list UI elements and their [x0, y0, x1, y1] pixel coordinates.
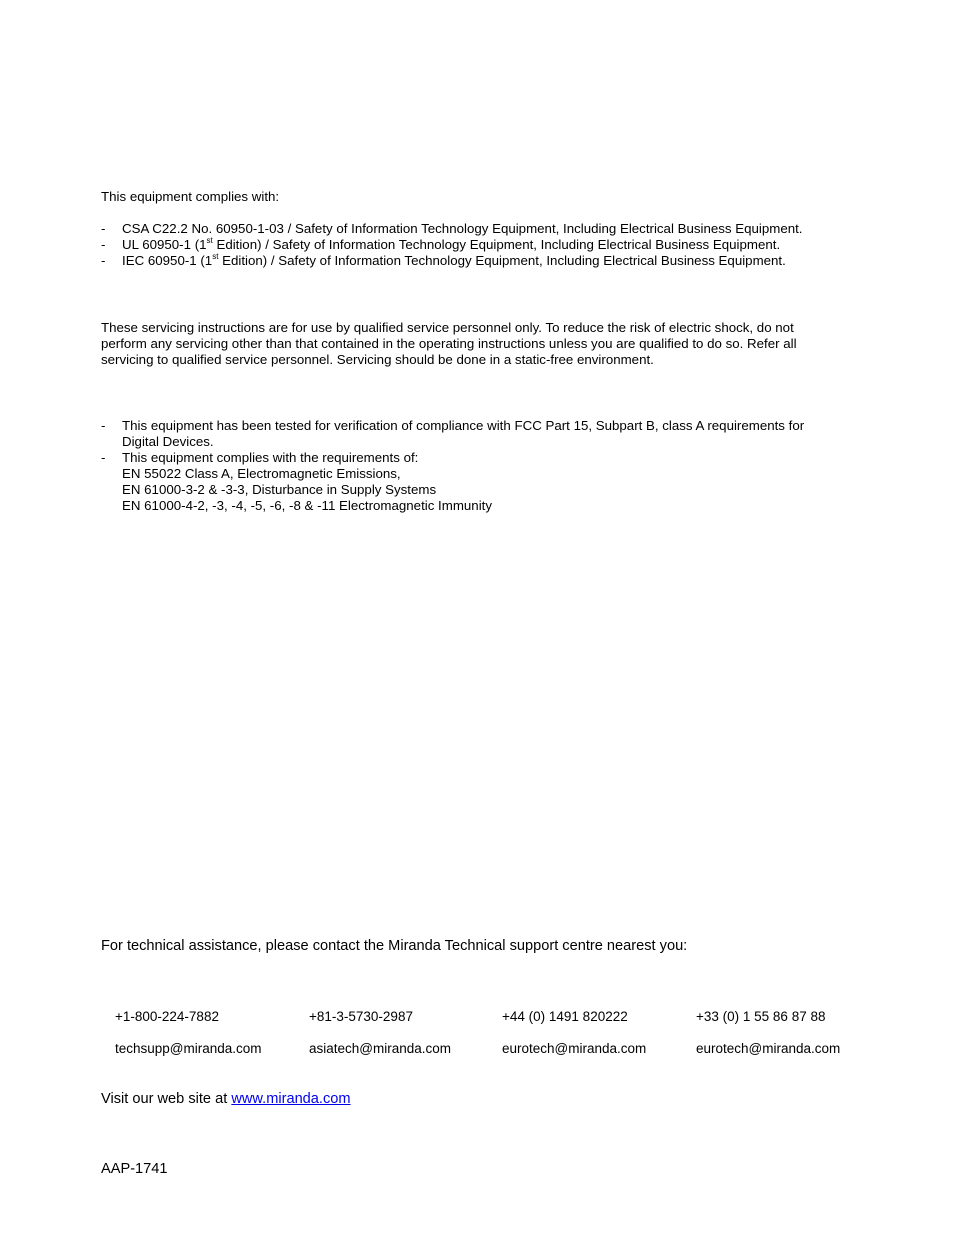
compliance-item-text [122, 253, 786, 269]
emc-item [0, 418, 954, 450]
compliance-item [0, 237, 954, 253]
compliance-item-text [122, 237, 780, 253]
phone-number: +44 (0) 1491 820222 [502, 1009, 628, 1024]
emc-line: This equipment complies with the requirements of: [122, 450, 419, 465]
phone-number: +33 (0) 1 55 86 87 88 [696, 1009, 826, 1024]
website-line [101, 1090, 351, 1108]
phone-number: +81-3-5730-2987 [309, 1009, 413, 1024]
compliance-item [0, 221, 954, 237]
compliance-text-after: Edition) / Safety of Information Technology Equipment, Including Electrical Business Equipment. [218, 253, 786, 268]
compliance-text-after: Edition) / Safety of Information Technology Equipment, Including Electrical Business Equipment. [212, 237, 781, 252]
emc-line: This equipment has been tested for verification of compliance with FCC Part 15, Subpart B, class A requirements for [122, 418, 805, 433]
emc-item [0, 450, 954, 514]
compliance-item-text [122, 221, 803, 237]
servicing-line: perform any servicing other than that contained in the operating instructions unless you are qualified to do so. Refer all [101, 336, 797, 351]
emc-line: Digital Devices. [122, 434, 214, 449]
superscript: st [212, 251, 219, 261]
email-address: asiatech@miranda.com [309, 1041, 452, 1056]
emc-line: EN 61000-4-2, -3, -4, -5, -6, -8 & -11 Electromagnetic Immunity [122, 498, 492, 513]
superscript: st [206, 235, 213, 245]
compliance-intro: This equipment complies with: [101, 189, 280, 204]
compliance-text-before: CSA C22.2 No. 60950-1-03 / Safety of Information Technology Equipment, Including Electrical Business Equipment. [122, 221, 803, 236]
emc-line: EN 61000-3-2 & -3-3, Disturbance in Supply Systems [122, 482, 437, 497]
list-dash: - [101, 253, 106, 268]
compliance-text-before: UL 60950-1 (1 [122, 237, 207, 252]
compliance-text-before: IEC 60950-1 (1 [122, 253, 213, 268]
servicing-line: These servicing instructions are for use by qualified service personnel only. To reduce the risk of electric shock, do not [101, 320, 794, 335]
email-address: eurotech@miranda.com [696, 1041, 841, 1056]
servicing-line: servicing to qualified service personnel. Servicing should be done in a static-free environment. [101, 352, 654, 367]
emc-item-text [122, 418, 804, 450]
list-dash: - [101, 450, 106, 465]
phone-number: +1-800-224-7882 [115, 1009, 219, 1024]
support-intro: For technical assistance, please contact the Miranda Technical support centre nearest you: [101, 938, 688, 954]
website-link[interactable]: www.miranda.com [231, 1091, 351, 1107]
compliance-item [0, 253, 954, 269]
email-address: eurotech@miranda.com [502, 1041, 647, 1056]
document-number: AAP-1741 [101, 1161, 168, 1177]
list-dash: - [101, 418, 106, 433]
list-dash: - [101, 237, 106, 252]
list-dash: - [101, 221, 106, 236]
emc-line: EN 55022 Class A, Electromagnetic Emissions, [122, 466, 401, 481]
servicing-paragraph [101, 320, 797, 368]
website-prefix: Visit our web site at [101, 1091, 232, 1107]
emc-item-text [122, 450, 492, 514]
email-address: techsupp@miranda.com [115, 1041, 262, 1056]
